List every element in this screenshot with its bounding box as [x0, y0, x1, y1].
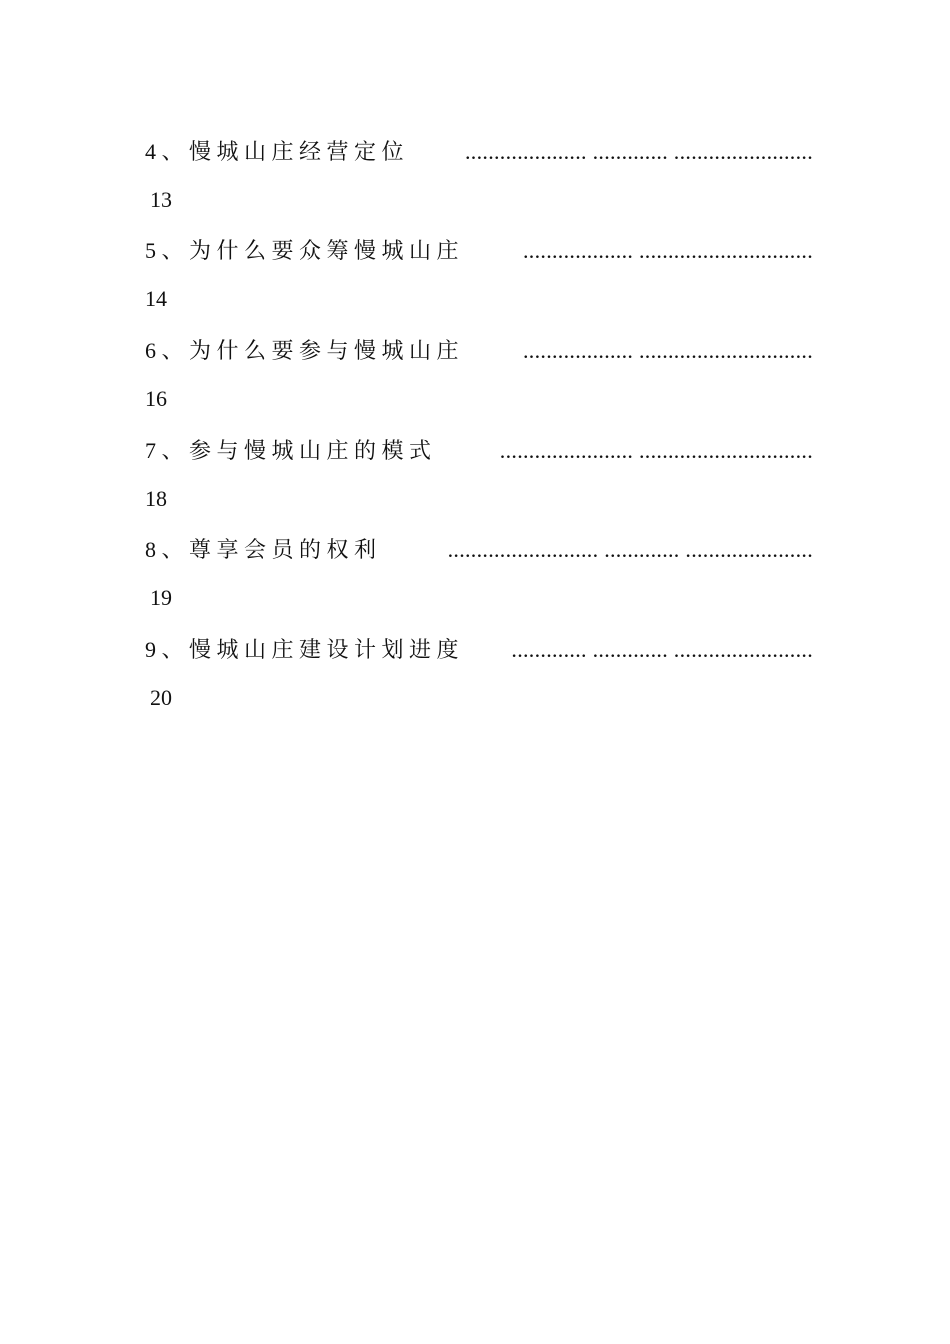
toc-page-number: 13: [150, 187, 172, 212]
toc-entry-title: 7、参与慢城山庄的模式: [145, 438, 437, 463]
toc-entry[interactable]: [145, 635, 813, 710]
toc-dot-leader: ..................... ............. ........................: [465, 139, 813, 164]
toc-dot-leader: .......................... ............. ......................: [447, 537, 813, 562]
toc-entry-title: 6、为什么要参与慢城山庄: [145, 338, 465, 363]
toc-page-number: 16: [145, 386, 167, 411]
toc-page-number: 19: [150, 585, 172, 610]
toc-entry[interactable]: [145, 535, 813, 610]
toc-entry-line: [145, 436, 813, 466]
toc-page-number: 20: [150, 685, 172, 710]
toc-entry[interactable]: [145, 137, 813, 212]
toc-entry-title: 4、慢城山庄经营定位: [145, 139, 410, 164]
toc-dot-leader: ....................... ..............................: [499, 438, 813, 463]
toc-entry-line: [145, 137, 813, 167]
toc-entry-line: [145, 336, 813, 366]
toc-entry-line: [145, 535, 813, 565]
toc-entry-line: [145, 635, 813, 665]
toc-entry[interactable]: [145, 236, 813, 311]
toc-dot-leader: ................... ..............................: [523, 238, 813, 263]
toc-dot-leader: ................... ..............................: [523, 338, 813, 363]
toc-page-number: 14: [145, 286, 167, 311]
toc-entry[interactable]: [145, 336, 813, 411]
toc-dot-leader: ............. ............. ........................: [511, 637, 813, 662]
toc-page-number: 18: [145, 486, 167, 511]
toc-entry-line: [145, 236, 813, 266]
toc-entry-title: 9、慢城山庄建设计划进度: [145, 637, 465, 662]
toc-entry-title: 5、为什么要众筹慢城山庄: [145, 238, 465, 263]
toc-entry[interactable]: [145, 436, 813, 511]
toc-entry-title: 8、尊享会员的权利: [145, 537, 382, 562]
